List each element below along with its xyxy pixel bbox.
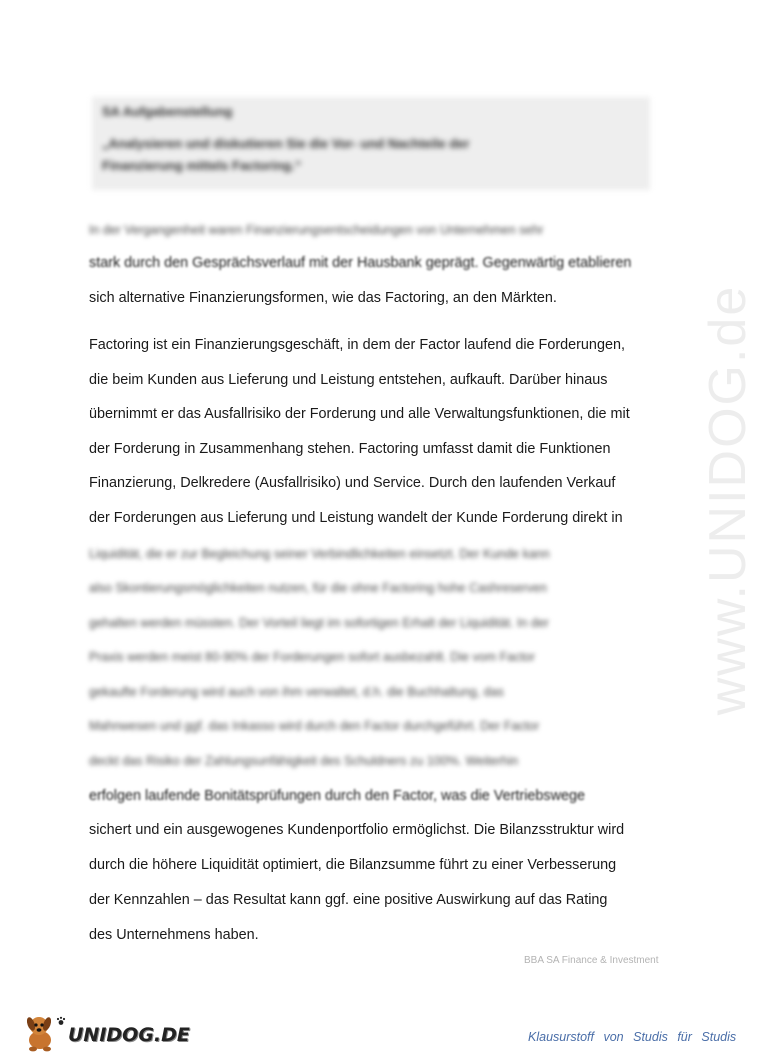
unidog-logo: [22, 1012, 190, 1052]
body-line-6: übernimmt er das Ausfallrisiko der Forderung und alle Verwaltungsfunktionen, die mit: [89, 406, 630, 422]
body-line-9: der Forderungen aus Lieferung und Leistung wandelt der Kunde Forderung direkt in: [89, 510, 623, 526]
body-line-11: also Skontierungsmöglichkeiten nutzen, für die ohne Factoring hohe Cashreserven: [89, 581, 547, 595]
body-line-2: stark durch den Gesprächsverlauf mit der Hausbank geprägt. Gegenwärtig etablieren: [89, 255, 632, 271]
body-line-21: des Unternehmens haben.: [89, 927, 259, 943]
body-line-1: In der Vergangenheit waren Finanzierungsentscheidungen von Unternehmen sehr: [89, 223, 544, 237]
body-line-13: Praxis werden meist 80-90% der Forderungen sofort ausbezahlt. Die vom Factor: [89, 650, 536, 664]
logo-text: UNIDOG.DE: [68, 1024, 190, 1046]
body-line-15: Mahnwesen und ggf. das Inkasso wird durch den Factor durchgeführt. Der Factor: [89, 719, 540, 733]
body-line-7: der Forderung in Zusammenhang stehen. Factoring umfasst damit die Funktionen: [89, 441, 611, 457]
body-line-14: gekaufte Forderung wird auch von ihm verwaltet, d.h. die Buchhaltung, das: [89, 685, 504, 699]
body-line-19: durch die höhere Liquidität optimiert, die Bilanzsumme führt zu einer Verbesserung: [89, 857, 617, 873]
footer-tag: BBA SA Finance & Investment: [524, 955, 659, 966]
body-line-12: gehalten werden müssten. Der Vorteil liegt im sofortigen Erhalt der Liquidität. In der: [89, 616, 549, 630]
watermark: www.UNIDOG.de: [699, 284, 757, 716]
task-title: SA Aufgabenstellung: [102, 104, 233, 119]
task-question-line-2: Finanzierung mittels Factoring.“: [102, 158, 302, 173]
body-line-10: Liquidität, die er zur Begleichung seiner Verbindlichkeiten einsetzt. Der Kunde kann: [89, 547, 550, 561]
task-box: [92, 97, 650, 190]
body-line-5: die beim Kunden aus Lieferung und Leistung entstehen, aufkauft. Darüber hinaus: [89, 372, 608, 388]
dog-icon: [22, 1012, 58, 1052]
body-line-3: sich alternative Finanzierungsformen, wie das Factoring, an den Märkten.: [89, 290, 557, 306]
paw-icon: [56, 1016, 66, 1026]
body-line-16: deckt das Risiko der Zahlungsunfähigkeit des Schuldners zu 100%. Weiterhin: [89, 754, 519, 768]
task-question-line-1: „Analysieren und diskutieren Sie die Vor- und Nachteile der: [102, 136, 470, 151]
slogan: Klausurstoff von Studis für Studis: [528, 1030, 737, 1044]
body-line-18: sichert und ein ausgewogenes Kundenportfolio ermöglichst. Die Bilanzsstruktur wird: [89, 822, 625, 838]
body-line-20: der Kennzahlen – das Resultat kann ggf. eine positive Auswirkung auf das Rating: [89, 892, 608, 908]
body-line-17: erfolgen laufende Bonitätsprüfungen durch den Factor, was die Vertriebswege: [89, 788, 585, 804]
body-line-8: Finanzierung, Delkredere (Ausfallrisiko) und Service. Durch den laufenden Verkauf: [89, 475, 616, 491]
body-line-4: Factoring ist ein Finanzierungsgeschäft, in dem der Factor laufend die Forderungen,: [89, 337, 625, 353]
